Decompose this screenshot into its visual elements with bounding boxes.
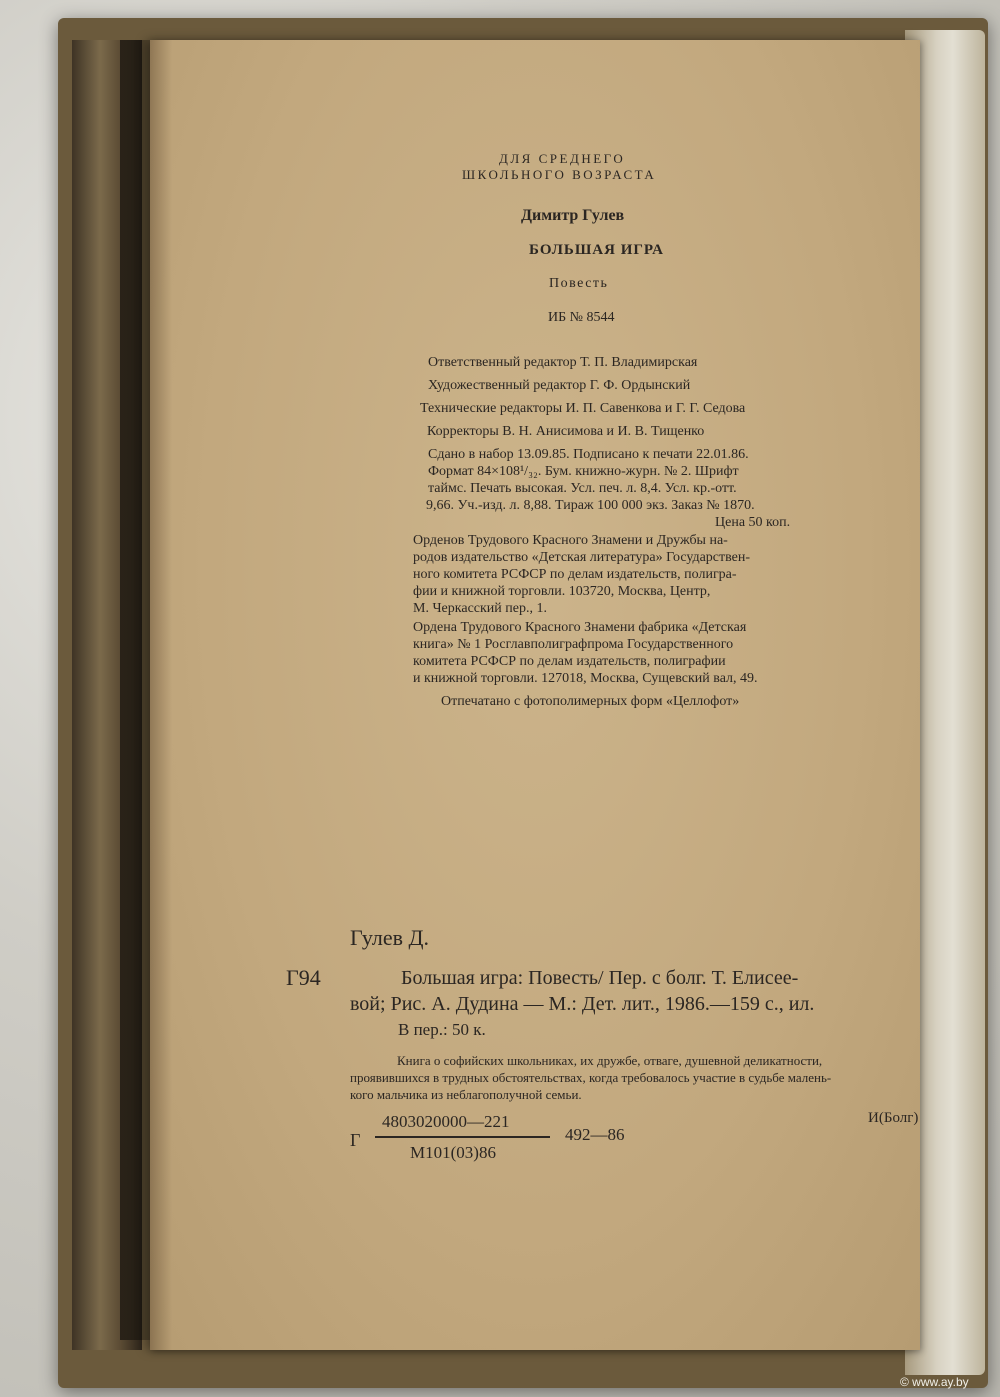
book-author: Димитр Гулев bbox=[521, 207, 625, 224]
catalog-desc-line-1: Большая игра: Повесть/ Пер. с болг. Т. Елисее- bbox=[401, 967, 799, 989]
code-denominator: М101(03)86 bbox=[410, 1143, 496, 1162]
code-letter: Г bbox=[350, 1130, 361, 1150]
publisher-line-1: Орденов Трудового Красного Знамени и Дружбы на- bbox=[413, 533, 728, 548]
printer-line-4: и книжной торговли. 127018, Москва, Сущевский вал, 49. bbox=[413, 671, 758, 686]
annotation-line-1: Книга о софийских школьниках, их дружбе, отваге, душевной деликатности, bbox=[397, 1053, 823, 1068]
publisher-line-4: фии и книжной торговли. 103720, Москва, Центр, bbox=[413, 584, 711, 599]
print-info-line-3: таймс. Печать высокая. Усл. печ. л. 8,4. Усл. кр.-отт. bbox=[428, 481, 737, 496]
responsible-editor: Ответственный редактор Т. П. Владимирская bbox=[428, 355, 698, 370]
print-info-line-2: Формат 84×108¹/₃₂. Бум. книжно-журн. № 2. Шрифт bbox=[428, 464, 739, 479]
print-info-line-1: Сдано в набор 13.09.85. Подписано к печати 22.01.86. bbox=[428, 447, 749, 462]
print-info-line-4: 9,66. Уч.-изд. л. 8,88. Тираж 100 000 экз. Заказ № 1870. bbox=[426, 498, 755, 513]
printed-from: Отпечатано с фотополимерных форм «Целлофот» bbox=[441, 694, 740, 709]
catalog-price: В пер.: 50 к. bbox=[398, 1020, 486, 1039]
watermark: © www.ay.by bbox=[900, 1375, 969, 1389]
catalog-index: Г94 bbox=[286, 965, 321, 990]
proofreaders: Корректоры В. Н. Анисимова и И. В. Тищенко bbox=[427, 424, 705, 439]
page-fold-shadow bbox=[150, 40, 172, 1350]
annotation-line-2: проявившихся в трудных обстоятельствах, когда требовалось участие в судьбе малень- bbox=[350, 1070, 832, 1085]
publisher-line-3: ного комитета РСФСР по делам издательств, полигра- bbox=[413, 567, 737, 582]
printer-line-3: комитета РСФСР по делам издательств, полиграфии bbox=[413, 654, 726, 669]
fraction-rule bbox=[375, 1136, 550, 1138]
catalog-author: Гулев Д. bbox=[350, 925, 430, 950]
price: Цена 50 коп. bbox=[715, 515, 791, 530]
code-suffix: 492—86 bbox=[565, 1125, 625, 1144]
classification: И(Болг) bbox=[868, 1110, 919, 1126]
printer-line-1: Ордена Трудового Красного Знамени фабрика «Детская bbox=[413, 620, 747, 635]
publisher-line-2: родов издательство «Детская литература» Государствен- bbox=[413, 550, 751, 565]
ib-number: ИБ № 8544 bbox=[548, 310, 615, 325]
publisher-line-5: М. Черкасский пер., 1. bbox=[413, 601, 547, 616]
printer-line-2: книга» № 1 Росглавполиграфпрома Государственного bbox=[413, 637, 734, 652]
catalog-desc-line-2: вой; Рис. А. Дудина — М.: Дет. лит., 1986.—159 с., ил. bbox=[350, 993, 815, 1015]
audience-line-2: ШКОЛЬНОГО ВОЗРАСТА bbox=[462, 167, 657, 182]
tech-editors: Технические редакторы И. П. Савенкова и Г. Г. Седова bbox=[420, 401, 746, 416]
book-title: БОЛЬШАЯ ИГРА bbox=[529, 242, 665, 258]
annotation-line-3: кого мальчика из неблагополучной семьи. bbox=[350, 1087, 582, 1102]
art-editor: Художественный редактор Г. Ф. Ордынский bbox=[428, 378, 691, 393]
code-numerator: 4803020000—221 bbox=[382, 1112, 510, 1131]
audience-line-1: ДЛЯ СРЕДНЕГО bbox=[499, 151, 626, 166]
book-genre: Повесть bbox=[549, 276, 609, 291]
